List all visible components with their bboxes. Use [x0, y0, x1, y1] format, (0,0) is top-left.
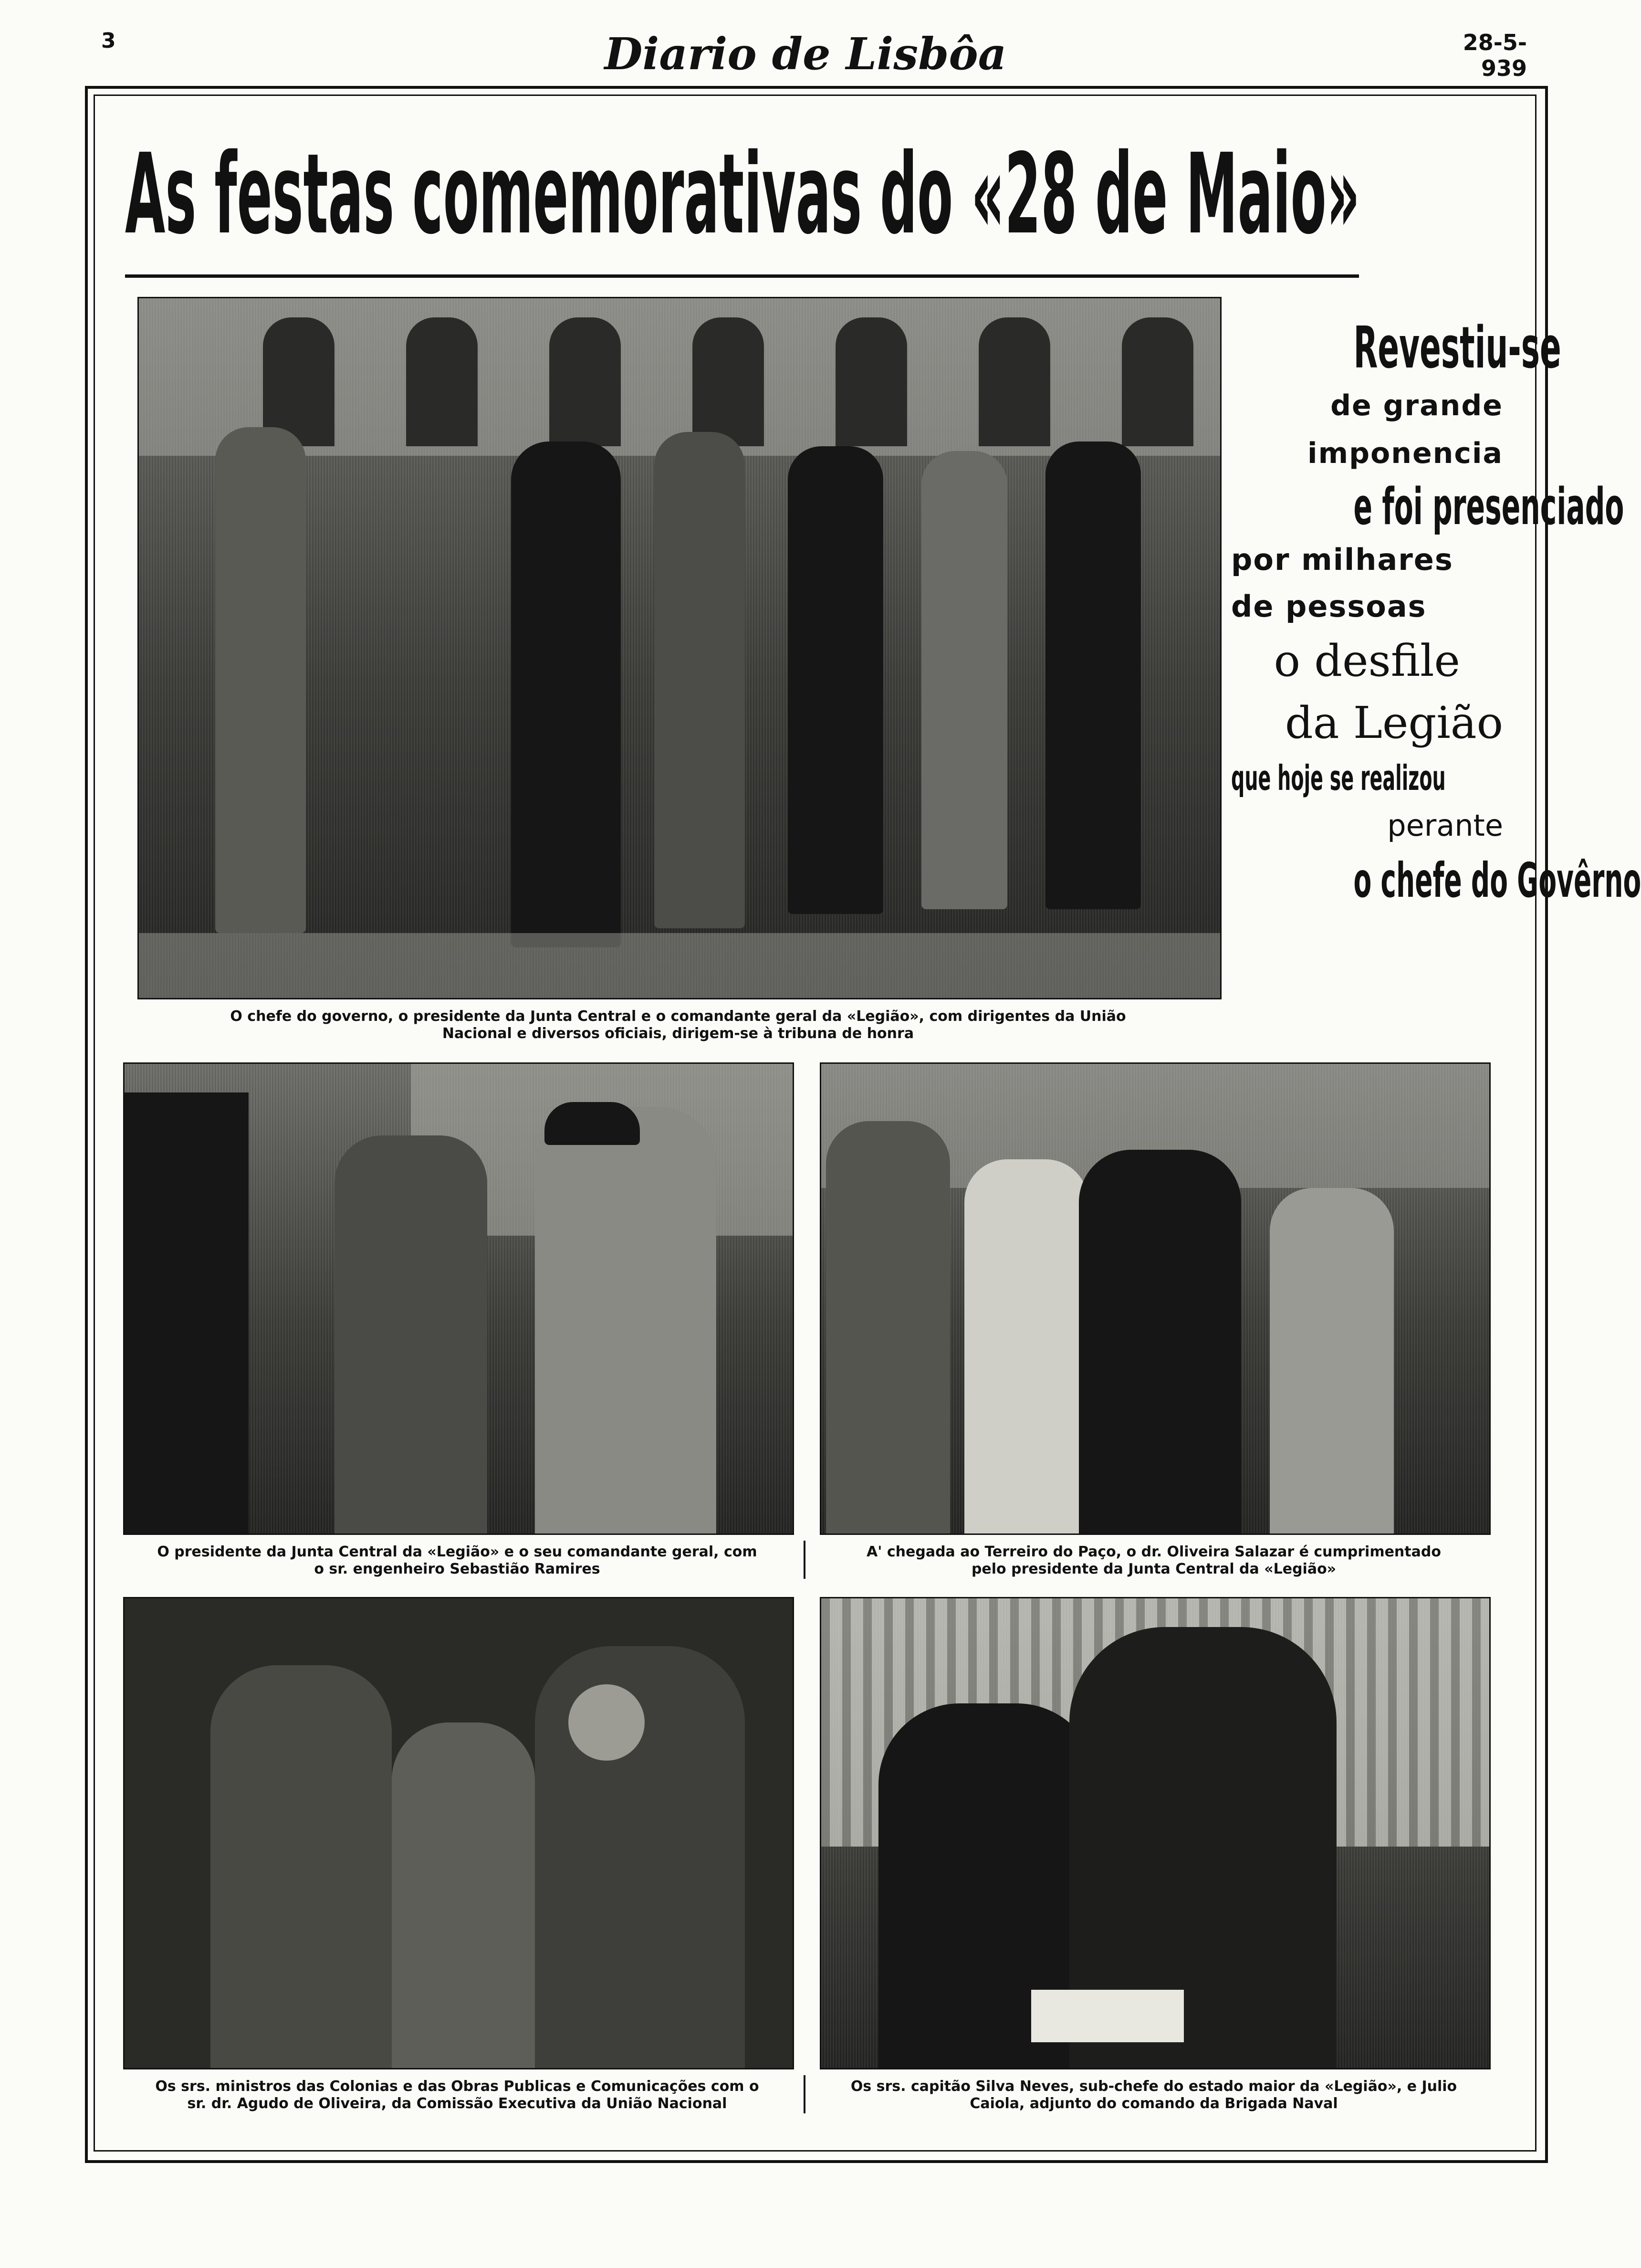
bottom-left-caption-line-2: sr. dr. Agudo de Oliveira, da Comissão Executiva da União Nacional: [187, 2095, 727, 2112]
sidebar-text: [1231, 315, 1641, 983]
photo-silva-neves: [820, 1597, 1491, 2069]
main-photo-parade: [137, 297, 1222, 999]
sidebar-line-9: que hoje se realizou: [1231, 758, 1446, 798]
bottom-right-caption-line-1: Os srs. capitão Silva Neves, sub-chefe do estado maior da «Legião», e Julio: [850, 2078, 1457, 2095]
sidebar-line-6: de pessoas: [1231, 589, 1427, 624]
caption-legion-president: [123, 1544, 791, 1578]
caption-salazar-arrival: [820, 1544, 1488, 1578]
sidebar-line-3: imponencia: [1307, 437, 1503, 470]
column-divider-middle: [804, 1541, 805, 1579]
sidebar-line-11: o chefe do Govêrno: [1353, 852, 1641, 908]
middle-left-caption-line-1: O presidente da Junta Central da «Legião» e o seu comandante geral, com: [157, 1544, 757, 1560]
main-caption-line-2: Nacional e diversos oficiais, dirigem-se à tribuna de honra: [442, 1025, 914, 1042]
sidebar-line-2: de grande: [1330, 389, 1503, 422]
caption-ministers: [123, 2078, 791, 2112]
caption-silva-neves: [820, 2078, 1488, 2112]
middle-right-caption-line-1: A' chegada ao Terreiro do Paço, o dr. Oliveira Salazar é cumprimentado: [867, 1544, 1441, 1560]
middle-left-caption-line-2: o sr. engenheiro Sebastião Ramires: [314, 1561, 600, 1577]
sidebar-line-1: Revestiu-se: [1353, 315, 1561, 381]
photo-legion-president: [123, 1062, 794, 1535]
column-divider-bottom: [804, 2075, 805, 2113]
bottom-left-caption-line-1: Os srs. ministros das Colonias e das Obras Publicas e Comunicações com o: [155, 2078, 759, 2095]
sidebar-line-7: o desfile: [1274, 635, 1460, 686]
issue-date: 28-5-939: [1463, 30, 1527, 81]
headline-rule: [125, 274, 1359, 278]
page-headline: As festas comemorativas do «28 de Maio»: [125, 130, 1360, 259]
bottom-right-caption-line-2: Caiola, adjunto do comando da Brigada Naval: [970, 2095, 1338, 2112]
newspaper-masthead: Diario de Lisbôa: [604, 28, 1007, 80]
page-number: 3: [101, 29, 116, 53]
main-photo-caption: [137, 1008, 1219, 1042]
sidebar-line-4: e foi presenciado: [1353, 477, 1624, 536]
middle-right-caption-line-2: pelo presidente da Junta Central da «Legião»: [971, 1561, 1337, 1577]
sidebar-line-10: perante: [1387, 808, 1503, 843]
sidebar-line-5: por milhares: [1231, 542, 1453, 577]
photo-salazar-arrival: [820, 1062, 1491, 1535]
sidebar-line-8: da Legião: [1285, 697, 1503, 748]
main-caption-line-1: O chefe do governo, o presidente da Junta Central e o comandante geral da «Legião», com dirigentes da União: [230, 1008, 1126, 1025]
photo-ministers: [123, 1597, 794, 2069]
